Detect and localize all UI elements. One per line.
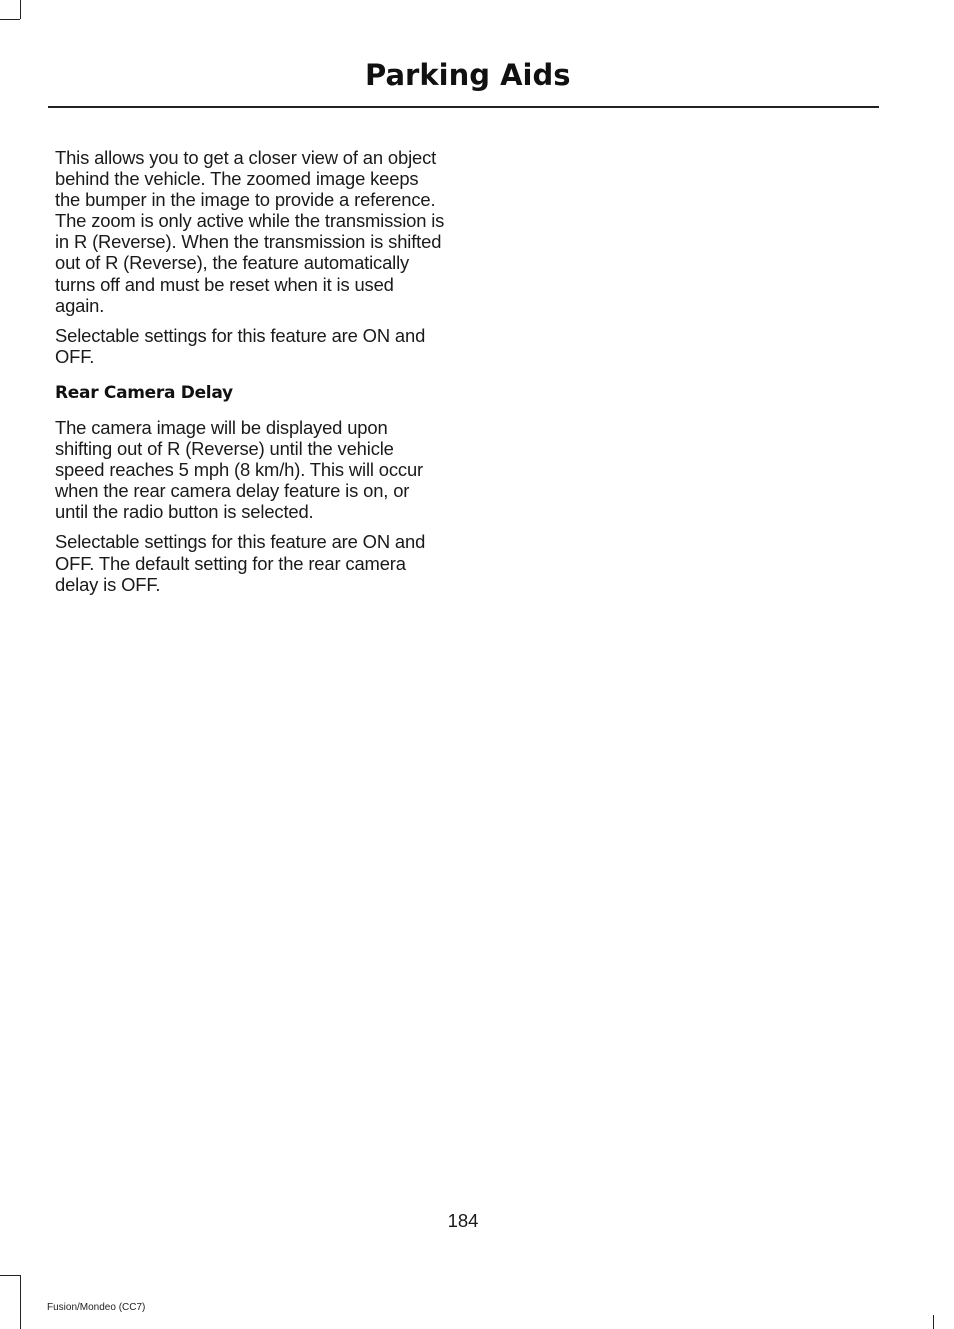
title-divider	[48, 106, 879, 108]
page-title: Parking Aids	[365, 58, 571, 92]
crop-mark-top-left-vertical	[20, 0, 21, 19]
footer-model-label: Fusion/Mondeo (CC7)	[47, 1302, 146, 1313]
page-number: 184	[447, 1210, 479, 1231]
text-column	[55, 147, 447, 604]
crop-mark-bottom-left-vertical	[20, 1275, 21, 1329]
section-heading-rear-camera-delay: Rear Camera Delay	[55, 382, 233, 403]
crop-mark-bottom-right-vertical	[933, 1315, 934, 1329]
paragraph-zoom-settings: Selectable settings for this feature are ON and OFF.	[55, 324, 426, 367]
crop-mark-top-left-horizontal	[0, 19, 20, 20]
paragraph-delay-settings: Selectable settings for this feature are ON and OFF. The default setting for the rear camera delay is OFF.	[55, 531, 426, 595]
paragraph-delay-description: The camera image will be displayed upon shifting out of R (Reverse) until the vehicle speed reaches 5 mph (8 km/h). This will occur when the rear camera delay feature is on, or until the radio button is selected.	[55, 416, 424, 523]
crop-mark-bottom-left-horizontal	[0, 1275, 20, 1276]
paragraph-zoom-description: This allows you to get a closer view of an object behind the vehicle. The zoomed image keeps the bumper in the image to provide a reference. The zoom is only active while the transmission is in R (Reverse). When the transmission is shifted out of R (Reverse), the feature automatically turns off and must be reset when it is used again.	[55, 147, 445, 316]
